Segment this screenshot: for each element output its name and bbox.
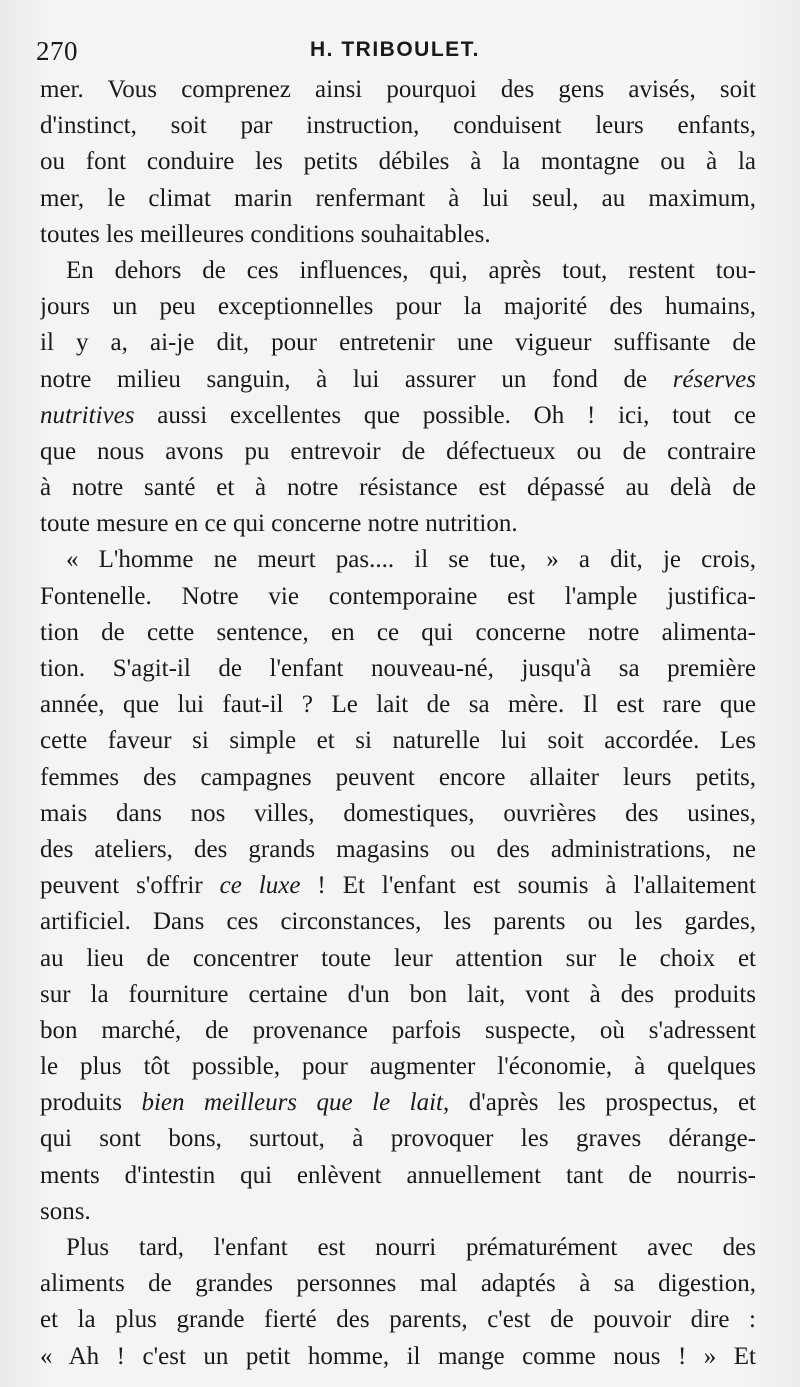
text-line: notre milieu sanguin, à lui assurer un fond de réserves xyxy=(40,365,756,393)
text-line: d'instinct, soit par instruction, conduisent leurs enfants, xyxy=(40,112,756,140)
page-number: 270 xyxy=(36,36,78,66)
italic-phrase: ce luxe xyxy=(219,872,301,900)
text-line: peuvent s'offrir ce luxe ! Et l'enfant est soumis à l'allaitement xyxy=(40,872,756,900)
text-line: mais dans nos villes, domestiques, ouvrières des usines, xyxy=(40,799,756,827)
text-line: il y a, ai-je dit, pour entretenir une vigueur suffisante de xyxy=(40,329,756,357)
text-line: le plus tôt possible, pour augmenter l'économie, à quelques xyxy=(40,1053,756,1081)
text-line: « L'homme ne meurt pas.... il se tue, » a dit, je crois, xyxy=(66,546,756,574)
text-line: toute mesure en ce qui concerne notre nutrition. xyxy=(40,510,518,538)
paragraph xyxy=(40,253,756,543)
running-head xyxy=(36,34,756,74)
text-line: des ateliers, des grands magasins ou des administrations, ne xyxy=(40,835,756,863)
text-line: femmes des campagnes peuvent encore allaiter leurs petits, xyxy=(40,763,756,791)
text-line: tion de cette sentence, en ce qui concerne notre alimenta- xyxy=(40,618,756,646)
text-line: toutes les meilleures conditions souhaitables. xyxy=(40,220,491,248)
text-line: ou font conduire les petits débiles à la montagne ou à la xyxy=(40,148,756,176)
text-line: année, que lui faut-il ? Le lait de sa mère. Il est rare que xyxy=(40,691,756,719)
paragraph xyxy=(40,72,756,253)
paragraph xyxy=(40,542,756,1230)
text-line: mer. Vous comprenez ainsi pourquoi des gens avisés, soit xyxy=(40,76,756,103)
text-line: jours un peu exceptionnelles pour la majorité des humains, xyxy=(40,293,756,321)
body-text xyxy=(40,72,756,1375)
text-line: bon marché, de provenance parfois suspecte, où s'adressent xyxy=(40,1016,756,1044)
paragraph xyxy=(40,1230,756,1375)
text-line: nutritives aussi excellentes que possible. Oh ! ici, tout ce xyxy=(40,401,756,429)
text-line: sur la fourniture certaine d'un bon lait, vont à des produits xyxy=(40,980,756,1008)
text-line: aliments de grandes personnes mal adaptés à sa digestion, xyxy=(40,1270,756,1298)
text-line: « Ah ! c'est un petit homme, il mange comme nous ! » Et xyxy=(40,1342,756,1370)
text-line: Fontenelle. Notre vie contemporaine est l'ample justifica- xyxy=(40,582,756,610)
text-line: tion. S'agit-il de l'enfant nouveau-né, jusqu'à sa première xyxy=(40,655,756,682)
text-line: artificiel. Dans ces circonstances, les parents ou les gardes, xyxy=(40,908,756,936)
italic-phrase: bien meilleurs que le lait xyxy=(141,1089,444,1117)
text-line: au lieu de concentrer toute leur attention sur le choix et xyxy=(40,944,756,972)
running-title: H. TRIBOULET. xyxy=(310,38,480,61)
text-line: Plus tard, l'enfant est nourri prématurément avec des xyxy=(66,1234,756,1261)
text-line: sons. xyxy=(40,1197,91,1225)
text-line: mer, le climat marin renfermant à lui seul, au maximum, xyxy=(40,184,756,212)
text-line: que nous avons pu entrevoir de défectueux ou de contraire xyxy=(40,437,756,465)
italic-phrase: réserves xyxy=(672,365,756,393)
text-line: ments d'intestin qui enlèvent annuellement tant de nourris- xyxy=(40,1161,756,1189)
text-line: cette faveur si simple et si naturelle lui soit accordée. Les xyxy=(40,727,756,755)
italic-phrase: nutritives xyxy=(40,401,135,429)
text-line: à notre santé et à notre résistance est dépassé au delà de xyxy=(40,474,756,502)
text-line: En dehors de ces influences, qui, après tout, restent tou- xyxy=(66,256,756,284)
text-line: produits bien meilleurs que le lait, d'après les prospectus, et xyxy=(40,1089,756,1117)
text-line: qui sont bons, surtout, à provoquer les graves dérange- xyxy=(40,1125,756,1153)
text-line: et la plus grande fierté des parents, c'est de pouvoir dire : xyxy=(40,1306,756,1334)
